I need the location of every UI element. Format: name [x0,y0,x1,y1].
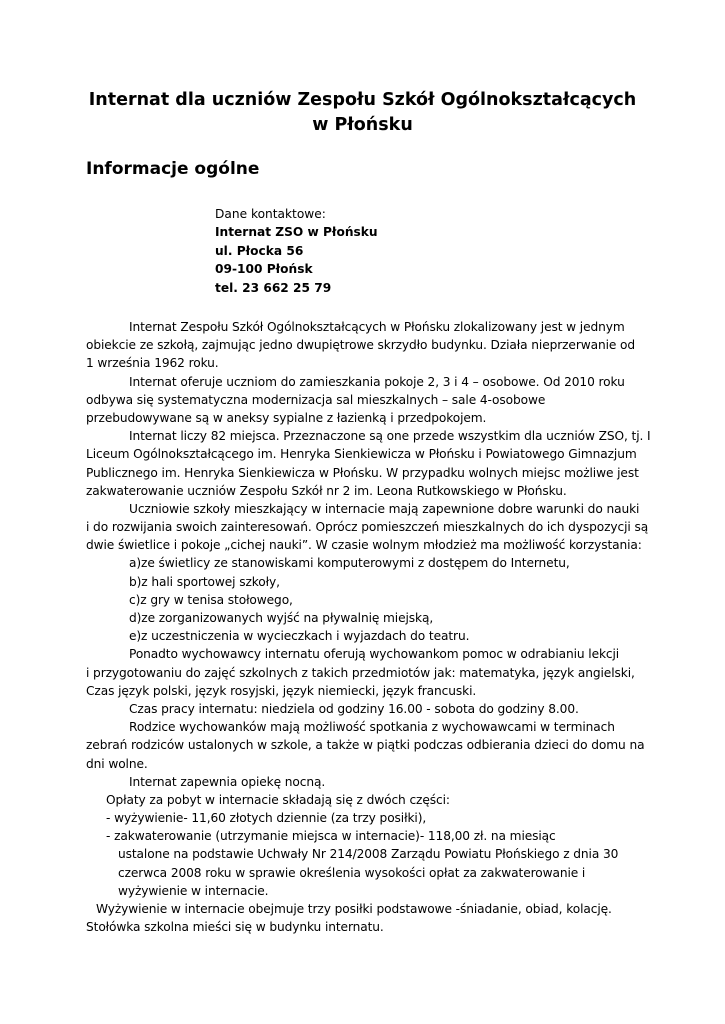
text-line: Stołówka szkolna mieści się w budynku internatu. [86,920,384,935]
text-line: Liceum Ogólnokształcącego im. Henryka Sienkiewicza w Płońsku i Powiatowego Gimnazjum [86,447,637,462]
text-line: Wyżywienie w internacie obejmuje trzy posiłki podstawowe -śniadanie, obiad, kolację. [96,902,612,916]
contact-phone: tel. 23 662 25 79 [215,280,332,295]
text-line: Czas język polski, język rosyjski, język niemiecki, język francuski. [86,683,477,698]
contact-name: Internat ZSO w Płońsku [215,225,378,240]
text-line: Czas pracy internatu: niedziela od godziny 16.00 - sobota do godziny 8.00. [129,701,579,716]
list-item: c)z gry w tenisa stołowego, [129,592,293,607]
text-line: przebudowywane są w aneksy sypialne z łazienką i przedpokojem. [86,410,487,425]
list-item: e)z uczestniczenia w wycieczkach i wyjazdach do teatru. [129,629,470,644]
text-line: odbywa się systematyczna modernizacja sal mieszkalnych – sale 4-osobowe [86,392,546,407]
text-line: i do rozwijania swoich zainteresowań. Oprócz pomieszczeń mieszkalnych do ich dyspozycji są [86,520,649,535]
text-line: obiekcie ze szkołą, zajmując jedno dwupiętrowe skrzydło budynku. Działa nieprzerwanie od [86,338,636,353]
text-line: dwie świetlice i pokoje „cichej nauki”. W czasie wolnym młodzież ma możliwość korzystania: [86,538,642,553]
contact-block [215,205,378,297]
text-line: 1 września 1962 roku. [86,356,219,371]
text-line: Ponadto wychowawcy internatu oferują wychowankom pomoc w odrabianiu lekcji [129,647,620,662]
title-line: Internat dla uczniów Zespołu Szkół Ogólnokształcących [88,90,637,110]
section-heading: Informacje ogólne [86,159,260,179]
text-line: Rodzice wychowanków mają możliwość spotkania z wychowawcami w terminach [129,720,615,735]
body-text [86,318,651,936]
text-line: Internat liczy 82 miejsca. Przeznaczone są one przede wszystkim dla uczniów ZSO, tj. I [129,429,651,444]
text-line: Uczniowie szkoły mieszkający w internacie mają zapewnione dobre warunki do nauki [129,501,640,516]
list-item: d)ze zorganizowanych wyjść na pływalnię miejską, [129,611,434,625]
text-line: Internat oferuje uczniom do zamieszkania pokoje 2, 3 i 4 – osobowe. Od 2010 roku [129,374,625,389]
text-line: Opłaty za pobyt w internacie składają się z dwóch części: [106,792,450,807]
text-line: - wyżywienie- 11,60 złotych dziennie (za trzy posiłki), [106,811,427,826]
text-line: - zakwaterowanie (utrzymanie miejsca w internacie)- 118,00 zł. na miesiąc [106,829,556,844]
text-line: zakwaterowanie uczniów Zespołu Szkół nr 2 im. Leona Rutkowskiego w Płońsku. [86,483,567,498]
list-item: b)z hali sportowej szkoły, [129,574,280,589]
text-line: Internat zapewnia opiekę nocną. [129,774,326,789]
contact-city: 09-100 Płońsk [215,262,313,277]
text-line: Internat Zespołu Szkół Ogólnokształcących w Płońsku zlokalizowany jest w jednym [129,320,625,334]
list-item: a)ze świetlicy ze stanowiskami komputerowymi z dostępem do Internetu, [129,556,570,571]
text-line: dni wolne. [86,756,148,771]
contact-street: ul. Płocka 56 [215,243,304,258]
text-line: i przygotowaniu do zajęć szkolnych z takich przedmiotów jak: matematyka, język angielski, [86,665,635,680]
text-line: Publicznego im. Henryka Sienkiewicza w Płońsku. W przypadku wolnych miejsc możliwe jest [86,465,639,480]
text-line: wyżywienie w internacie. [118,883,269,898]
text-line: czerwca 2008 roku w sprawie określenia wysokości opłat za zakwaterowanie i [118,865,586,880]
title-line: w Płońsku [312,115,413,135]
text-line: zebrań rodziców ustalonych w szkole, a także w piątki podczas odbierania dzieci do domu na [86,738,645,753]
page-title [60,88,665,138]
text-line: ustalone na podstawie Uchwały Nr 214/2008 Zarządu Powiatu Płońskiego z dnia 30 [118,847,619,862]
contact-label: Dane kontaktowe: [215,207,326,221]
